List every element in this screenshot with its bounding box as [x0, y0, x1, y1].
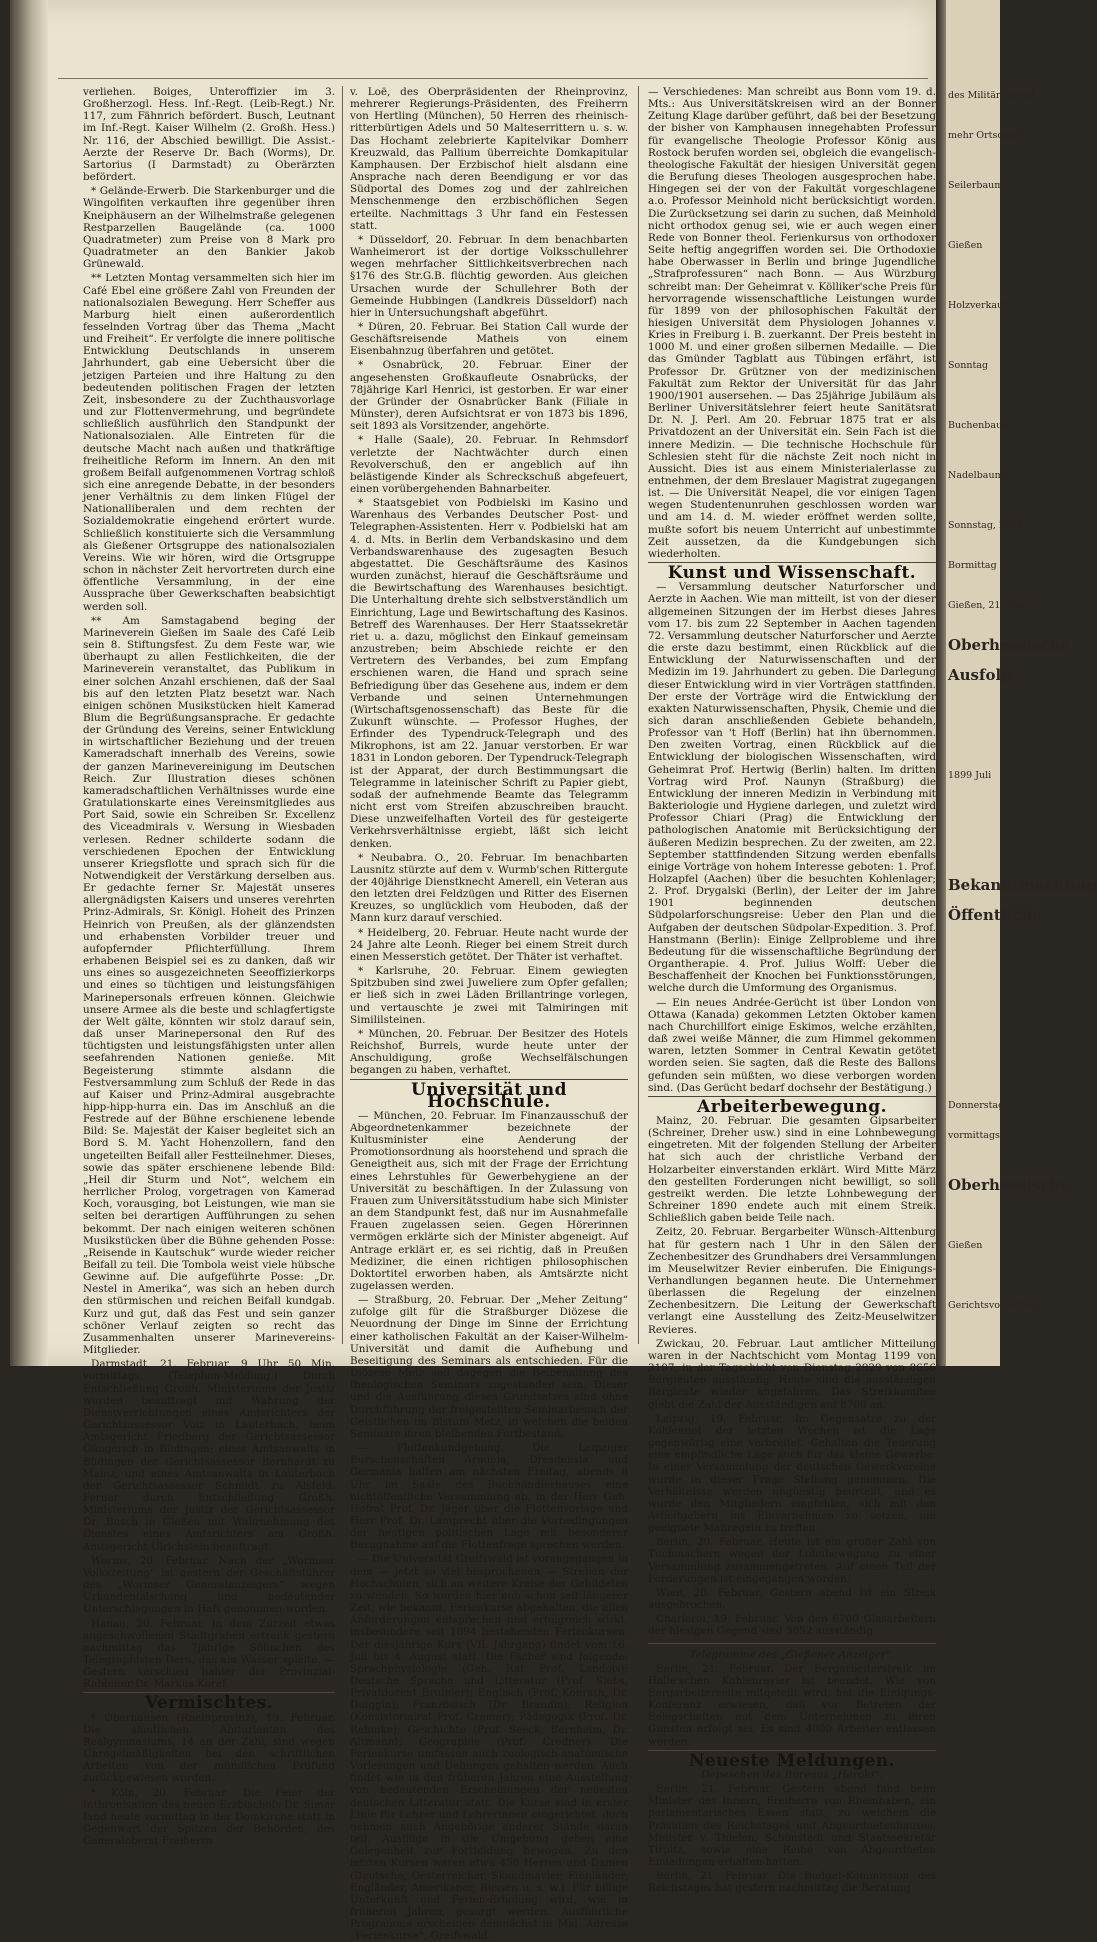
article-worms: Worms, 20. Februar. Nach der „Wormser Volkszeitung“ ist gestern der Geschäftsführer des „Wormser Generalanzeigers“ wegen Urkundenfälschung und bedeutender Unterschlagungen in Haft genommen worden. — [83, 1554, 335, 1616]
article-duesseldorf: * Düsseldorf, 20. Februar. In dem benachbarten Wanheimerort ist der dortige Volksschullehrer wegen mehrfacher Sittlichkeitsverbrechen nach §176 des Str.G.B. flüchtig geworden. Aus gleichen Ursachen wurde der Schullehrer Both der Gemeinde Hubbingen (Landkreis Düsseldorf) nach hier in Untersuchungshaft abgeführt. — [350, 233, 628, 319]
edge-fragment: 1899 Juli — [948, 770, 992, 781]
article-gelaende-erwerb: * Gelände-Erwerb. Die Starkenburger und die Wingolfiten verkauften ihre gegenüber ihren Kneiphäusern an der Wilhelmstraße gelegenen Restparzellen Baugelände (ca. 1000 Quadratmeter) zum Preise von 8 Mark pro Quadratmeter an den Bankier Jakob Grünewald. — [83, 185, 335, 271]
edge-fragment: Gerichtsvollzieher — [948, 1300, 1037, 1311]
article-dueren: * Düren, 20. Februar. Bei Station Call wurde der Geschäftsreisende Matheis von einem Eisenbahnzug überfahren und getötet. — [350, 320, 628, 358]
article-andree: — Ein neues Andrée-Gerücht ist über London von Ottawa (Kanada) gekommen Letzten Oktober kamen nach Churchillfort einige Eskimos, welche erzählten, daß zwei weiße Männer, die zum Himmel gekommen waren, letzten Sommer in Central Kewatin getötet worden seien. Sie sagten, daß die Reste des Ballons gefunden sein müßten, wo diese verborgen worden sind. (Das Gerücht bedarf dochsehr der Bestätigung.) — [648, 996, 936, 1094]
article-koeln-cont: v. Loë, des Oberpräsidenten der Rheinprovinz, mehrerer Regierungs-Präsidenten, des Freiherrn von Hertling (München), 50 Herren des rheinisch-ritterbürtigen Adels und 50 Malteserrittern u. s. w. Das Hochamt zelebrierte Kapitelvikar Domherr Kreuzwald, das Pallium überreichte Domkapitular Kamphausen. Der Erzbischof hielt alsdann eine Ansprache nach deren Beendigung er vor das Südportal des Domes zog und der zahlreichen Menschenmenge den erzbischöflichen Segen erteilte. Nachmittags 3 Uhr fand ein Festessen statt. — [350, 86, 628, 232]
edge-fragment: Gießen — [948, 1240, 983, 1251]
edge-fragment: Oberhessische — [948, 1176, 1071, 1194]
edge-fragment: Seilerbaum — [948, 180, 1004, 191]
edge-fragment: Sonntag — [948, 360, 989, 371]
edge-fragment: Bormittag — [948, 560, 997, 571]
article-zwickau: Zwickau, 20. Februar. Laut amtlicher Mitteilung waren in der Nachtschicht vom Montag 1199 von 3107, in der Tagschicht von Dienstag 2929 von 8656 Bergleuten ausständig. Heute sind die ausständigen Bergleute wieder angefahren. Das Streikkomitee giebt die Zahl der Ausständigen auf 8700 an. — [648, 1337, 936, 1411]
article-telegram-berlin: Berlin, 21. Februar. Der Bergarbeiterstreik im Halle'schen Kohlenrevier ist beendet. Wie von Bergarbeiterseite mitgeteilt wird, hat die Einigungs-Konferenz erwiesen, daß vor Betreten der Belegschaften mit dem Unternehmen zu ihren Gunsten erfolgt sei. Es sind 4000 Arbeiter entlassen worden. — [648, 1662, 936, 1748]
section-heading-universitaet: Universität und Hochschule. — [350, 1079, 628, 1108]
article-uni-muenchen: — München, 20. Februar. Im Finanzausschuß der Abgeordnetenkammer bezeichnete der Kultusminister eine Aenderung der Promotionsordnung als hoorstehend und sprach die Geneigtheit aus, sich mit der Frage der Errichtung eines Lehrstuhles für Gewerbehygiene an der Universität zu beschäftigen. In der Zulassung von Frauen zum Universitätsstudium habe sich Minister an dem Standpunkt fest, daß nur im Ausnahmefalle Frauen zugelassen seien. Gegen Hörerinnen vermögen erklärte sich der Minister abgeneigt. Auf Antrage erklärt er, es sei richtig, daß in Preußen Mediziner, die einen richtigen philosophischen Doktortitel erworben haben, als Amtsärzte nicht zugelassen werden. — [350, 1109, 628, 1292]
article-heidelberg: * Heidelberg, 20. Februar. Heute nacht wurde der 24 Jahre alte Leonh. Rieger bei einem Streit durch einen Messerstich getötet. Der Thäter ist verhaftet. — [350, 926, 628, 963]
column-3 — [648, 86, 936, 1895]
article-muenchen: * München, 20. Februar. Der Besitzer des Hotels Reichshof, Burrels, wurde heute unter der Anschuldigung, große Wechselfälschungen begangen zu haben, verhaftet. — [350, 1027, 628, 1077]
article-darmstadt-telephon: Darmstadt, 21. Februar, 9 Uhr 50 Min. vormittags. (Telephon-Meldung.) Durch Entschließung Großh. Ministeriums der Justiz wurden beauftragt mit Wahrung der Dienstverrichtungen eines Amtsrichters der Gerichtsassessor Volz in Lauterbach, beim Amtsgericht Friedberg der Gerichtsassessor Güngerich in Büdingen; eines Amtsanwalts in Büdingen der Gerichtsassessor Bernhardt zu Mainz, und eines Amtsanwalts in Lauterbach der Gerichtsassessor Schmidt zu Alsfeld. Ferner durch Entschließung Großh. Ministeriums der Justiz der Gerichtsassessor Dr. Busch in Gießen mit Wahrnehmung des Dienstes eines Amtsrichters am Großh. Amtsgericht Ulrichstein beauftragt. — [83, 1358, 335, 1553]
telegram-subheading: Telegramme des „Gießener Anzeiger“. — [689, 1648, 895, 1661]
edge-fragment: Holzverkauf — [948, 300, 1007, 311]
column-divider — [342, 86, 343, 1344]
section-heading-kunst: Kunst und Wissenschaft. — [648, 562, 936, 579]
adjacent-page-edge — [936, 0, 1097, 1366]
depeschen-subheading: Depeschen des Bureaus „Herold“. — [701, 1768, 883, 1781]
edge-fragment: Buchenbaum — [948, 420, 1012, 431]
newspaper-page — [10, 0, 936, 1942]
article-hanau: Hanau, 20. Februar. In dem Zurzeit etwas angeschwollenen Stadtgraben ertrank gestern nachmittag das 7jährige Söhnchen des Telegraphisten Dern, das am Wasser spielte. — Gestern verschied hahier der Provinzial-Rabbiner Dr. Markus Koref. — [83, 1617, 335, 1691]
edge-fragment: Bekanntmachung — [948, 876, 1097, 894]
article-lausnitz: * Neubabra. O., 20. Februar. Im benachbarten Lausnitz stürzte auf dem v. Wurmb'schen Rittergute der 40jährige Dienstknecht Amerell, ein Veteran aus den letzten drei Feldzügen und Ritter des Eisernen Kreuzes, so unglücklich vom Heuboden, daß der Mann kurz darauf verschied. — [350, 851, 628, 925]
article-nationalsozial: ** Letzten Montag versammelten sich hier im Café Ebel eine größere Zahl von Freunden der nationalsozialen Bewegung. Herr Scheffer aus Marburg hielt einen außerordentlich fesselnden Vortrag über das Thema „Macht und Freiheit“. Er verfolgte die innere politische Entwicklung Deutschlands in unserem Jahrhundert, gab eine Uebersicht über die jetzigen Parteien und ihre Haltung zu den bedeutenden politischen Fragen der letzten Zeit, insbesondere zu der Zuchthausvorlage und zur Flottenvermehrung, und begründete schließlich ausführlich den Standpunkt der Nationalsozialen. Alle Eintreten für die deutsche Macht nach außen und thatkräftige freiheitliche Reform im Innern. An den mit großem Beifall aufgenommenen Vortrag schloß sich eine anregende Debatte, in der besonders jener Verhältnis zu dem linken Flügel der Nationalliberalen und dem rechten der Sozialdemokratie eingehend erörtert wurde. Schließlich konstituierte sich die Versammlung als Gießener Ortsgruppe des nationalsozialen Vereins. Wie wir hören, wird die Ortsgruppe schon in nächster Zeit hervortreten durch eine öffentliche Versammlung, in der eine Aussprache über Gewerkschaften beabsichtigt werden soll. — [83, 272, 335, 613]
edge-fragment: Donnerstag, 1 — [948, 1100, 1017, 1111]
section-heading-neueste: Neueste Meldungen. — [648, 1750, 936, 1767]
article-oberhausen: * Oberhausen (Rheinprovinz), 19. Februar. Die sämtlichen Abiturienten des Realgymnasiums, 14 an der Zahl, sind wegen Unregelmäßigkeiten bei den schriftlichen Arbeiten von der mündlichen Prüfung zurückgewiesen worden. — [83, 1711, 335, 1785]
article-berlin-budget: Berlin, 21. Februar. Die Budget-Kommission des Reichstages hat gestern nachmittag die Beratung — [648, 1870, 936, 1895]
edge-fragment: Gießen, 21. Febr. — [948, 600, 1031, 611]
article-berlin-tuch: Berlin, 20. Februar. Heute ist ein großer Zahl von Tuchmachern wegen der Lohnbewegung zu einer Versammlung zusammengetreten. Auf einen Teil der Forderungen ist eingegangen worden. — [648, 1536, 936, 1585]
article-osnabrueck: * Osnabrück, 20. Februar. Einer der angesehensten Großkaufleute Osnabrücks, der 78jährige Karl Henrici, ist gestorben. Er war einer der Gründer der Osnabrücker Bank (Filiale in Münster), deren Aufsichtsrat er von 1873 bis 1896, seit 1893 als Vorsitzender, angehörte. — [350, 359, 628, 433]
article-wien: Wien, 20. Februar. Gestern abend ist ein Streik ausgebrochen. — [648, 1586, 936, 1612]
article-marineverein: ** Am Samstagabend beging der Marineverein Gießen im Saale des Café Leib sein 8. Stiftungsfest. Zu dem Feste war, wie überhaupt zu allen Festlichkeiten, die der Marineverein veranstaltet, das Publikum in einer solchen Anzahl erschienen, daß der Saal bis auf den letzten Platz besetzt war. Nach einigen schönen Musikstücken hielt Kamerad Blum die Begrüßungsansprache. Er gedachte der Gründung des Vereins, seiner Entwicklung in wirtschaftlicher Beziehung und der treuen Kameradschaft innerhalb des Vereins, sowie der ganzen Marinevereinigung im Deutschen Reich. Zur Illustration dieses schönen kameradschaftlichen Verhältnisses wurde eine Gratulationskarte eines Vereinsmitgliedes aus Port Said, sowie ein Schreiben Sr. Excellenz des Viceadmirals v. Wersung in Wiesbaden verlesen. Redner schilderte sodann die verschiedenen Epochen der Entwicklung unserer Kriegsflotte und sprach sich für die Notwendigkeit der Verstärkung derselben aus. Er gedachte ferner Sr. Majestät unseres allergnädigsten Kaisers und unseres verehrten Prinz-Admirals, Sr. Königl. Hoheit des Prinzen Heinrich von Preußen, als der glänzendsten und erhabensten Vorbilder treuer und aufopfernder Pflichterfüllung. Ihrem erhabenen Beispiel sei es zu danken, daß wir uns eines so ausgezeichneten Seeoffizierkorps und eines so tüchtigen und leistungsfähigen Marinepersonals erfreuen können. Gleichwie unsere Armee als die beste und schlagfertigste der Welt gälte, könnten wir stolz darauf sein, daß unser Marinepersonal den Ruf des tüchtigsten und leistungsfähigsten unter allen seefahrenden Nationen genieße. Mit Begeisterung stimmte alsdann die Festversammlung zum Schluß der Rede in das auf Kaiser und Prinz-Admiral ausgebrachte hipp-hipp-hurra ein. Das im Anschluß an die Festrede auf der Bühne erschienene lebende Bild: Se. Majestät der Kaiser begleitet sich an Bord S. M. Yacht Hohenzollern, fand den ungeteilten Beifall aller Festteilnehmer. Dieses, sowie das später erschienene lebende Bild: „Heil dir Sturm und Not“, welchem ein herrlicher Prolog, vorgetragen von Kamerad Koch, vorausging, bot Leistungen, wie man sie selten bei derartigen Aufführungen zu sehen bekommt. Der nach einigen weiteren schönen Musikstücken über die Bühne gehenden Posse: „Reisende in Kautschuk“ wurde wieder reicher Beifall zu teil. Die Tombola weist viele hübsche Gewinne auf. Die aufgeführte Posse: „Dr. Nestel in Amerika“, was sich an heben durch den stürmischen und reichen Beifall kundgab. Kurz und gut, daß das Fest und sein ganzer schöner Verlauf zeigten so recht das Zusammenhalten unserer Marinevereins-Mitglieder. — [83, 614, 335, 1357]
article-charleroi: Charleroi, 19. Februar. Von den 6700 Glasarbeitern der hiesigen Gegend sind 3052 ausständig. — [648, 1613, 936, 1638]
column-2 — [350, 86, 628, 1942]
article-karlsruhe: * Karlsruhe, 20. Februar. Einem gewiegten Spitzbuben sind zwei Juweliere zum Opfer gefallen; er ließ sich in zwei Läden Brillantringe vorlegen, und vertauschte je zwei mit Talmiringen mit Simililsteinen. — [350, 965, 628, 1026]
article-uni-greifswald: — Die Universität Greifswald ist vorangegangen in dem — jetzt so viel besprochenen — Streben der Hochschulen, sich an weitere Kreise der Gebildeten zu wenden. So werden hier nun schon seit längerer Zeit, wie bekannt, Ferienkurse abgehalten, die allen Anforderungen entsprechen und erfolgreich wirkt, insbesondere seit 1894 bestehenden Ferienkursen. Der diesjährige Kurs (VII. Jahrgang) findet vom 16. Juli bis 4. August statt. Die Fächer sind folgende: Sprachphysiologie (Geh. Rat Prof. Landois); Deutsche Sprache und Litteratur (Prof. Siebs, Privatdozent Bruinier); Englisch (Prof. Konrath, Dr. Duiggin); Französisch (Dr. Brandin); Religion (Konsistorialrat Prof. Cremer); Pädagogik (Prof. Dr. Rehmke); Geschichte (Prof. Seeck, Bernheim, Dr. Altmann); Geographie (Prof. Credner). Die Ferienkurse umfassen auch zoologisch-anatomische Vorlesungen und Uebungen gehalten werden. Auch findet wie in den früheren Jahren eine Ausstellung von bedeutenden Erscheinungen der neuesten deutschen Litteratur statt. Die Kurse sind in erster Linie für Lehrer und Lehrerinnen eingerichtet, doch nehmen auch Angehörige anderer Stände daran teil. Ausflüge in die Umgebung geben eine Gelegenheit zur Fortbildung bewogen. Zu den letzten Kursen waren etwa 450 Herren und Damen (Deutsche, Oesterreicher, Skandinavier, Finnländer, Engländer, Amerikaner, Russen u. s. w.). Für billige Unterkunft und Ferien-Erholung wird, wie in früheren Jahren, gesorgt werden. Ausführliche Programme erscheinen demnächst in Mai. Adresse „Ferienkurse“, Greifswald. — [350, 1553, 628, 1942]
section-heading-arbeiterbewegung: Arbeiterbewegung. — [648, 1096, 936, 1113]
article-zeitz: Zeitz, 20. Februar. Bergarbeiter Wünsch-Alttenburg hat für gestern nach 1 Uhr in den Sälen der Zechenbesitzer des Grundhabers drei Versammlungen im Meuselwitzer Revier einberufen. Die Einigungs-Verhandlungen begannen heute. Die Unternehmer überlassen die Regelung der einzelnen Zechenbesitzern. Die Leitung der Gewerkschaft verlangt eine Ausstellung des Zeitz-Meuselwitzer Revieres. — [648, 1226, 936, 1336]
article-koeln: * Köln, 20. Februar. Die Feier der Inthronisation des neuen Erzbischofs Dr. Simar fand heute vormittag in der Domkirche statt in Gegenwart der Spitzen der Behörden, des Generaloberst Freiherrn — [83, 1786, 335, 1848]
article-naturforscher: — Versammlung deutscher Naturforscher und Aerzte in Aachen. Wie man mitteilt, ist von der dieser allgemeinen Sitzungen der im Herbst dieses Jahres vom 17. bis zum 22 September in Aachen tagenden 72. Versammlung deutscher Naturforscher und Aerzte die erste dazu bestimmt, einen Rückblick auf die Entwicklung der Naturwissenschaften und der Medizin im 19. Jahrhundert zu geben. Die Darlegung dieser Entwicklung wird in vier Vorträgen stattfinden. Der erste der Vorträge wird die Entwicklung der exakten Naturwissenschaften, Physik, Chemie und die sich daran anschließenden Gebiete behandeln, Professor van 't Hoff (Berlin) hat ihn übernommen. Den zweiten Vortrag, einen Rückblick auf die Entwicklung der biologischen Wissenschaften, wird Geheimrat Prof. Hertwig (Berlin) halten. Im dritten Vortrag wird Prof. Naunyn (Straßburg) die Entwicklung der inneren Medizin in Verbindung mit Bakteriologie und Hygiene darlegen, und zuletzt wird Professor Chiari (Prag) die Entwicklung der pathologischen Anatomie mit Berücksichtigung der äußeren Medizin besprechen. Zu der zweiten, am 22. September stattfindenden Sitzung werden ebenfalls einige Vorträge von hohem Interesse geboten: 1. Prof. Holzapfel (Aachen) über die besuchten Kohlenlager; 2. Prof. Drygalski (Berlin), der Leiter der im Jahre 1901 beginnenden deutschen Südpolarforschungsreise: Ueber den Plan und die Aufgaben der deutschen Südpolar-Expedition. 3. Prof. Hanstmann (Berlin): Einige Zellprobleme und ihre Bedeutung für die wissenschaftliche Begründung der Organtherapie. 4. Prof. Julius Wolff: Ueber die Beschaffenheit der Knochen bei Funktionsstörungen, welche durch die Umformung des Organismus. — [648, 581, 936, 995]
section-heading-vermischtes: Vermischtes. — [83, 1692, 335, 1709]
article-mainz: Mainz, 20. Februar. Die gesamten Gipsarbeiter (Schreiner, Dreher usw.) sind in eine Lohnbewegung eingetreten. Mit der folgenden Stellung der Arbeiter hat sich auch der christliche Verband der Holzarbeiter einverstanden erklärt. Wird Mitte März den gestellten Forderungen nicht bewilligt, so soll gestreikt werden. Die letzte Lohnbewegung der Schreiner 1890 endete auch mit einem Streik. Schließlich gaben beide Teile nach. — [648, 1114, 936, 1225]
edge-fragment: Öffentliche — [948, 906, 1042, 924]
divider — [648, 1643, 936, 1644]
edge-fragment: Sonnstag, 25. F — [948, 520, 1024, 531]
article-podbielski: * Staatsgebiet von Podbielski im Kasino und Warenhaus des Verbandes Deutscher Post- und Telegraphen-Assistenten. Herr v. Podbielski hat am 4. d. Mts. in Berlin dem Verbandskasino und dem Verbandswarenhause des zugesagten Besuch abgestattet. Die Geschäftsräume des Kasinos wurden zunächst, hierauf die Geschäftsräume und die Bewirtschaftung des Warenhauses besichtigt. Die Unterhaltung drehte sich selbstverständlich um Einrichtung, Lage und Bewirtschaftung des Kasinos. Betreff des Warenhauses. Der Herr Staatssekretär riet u. a. dazu, möglichst den Einkauf gemeinsam anzustreben; beim Abschiede reichte er den Vertretern des Verbandes, bei zum Empfang erschienen waren, die Hand und sprach seine Befriedigung über das Gesehene aus, indem er dem Verbande und seinen Unternehmungen (Wirtschaftsgenossenschaft) das Beste für die Zukunft wünschte. — Professor Hughes, der Erfinder des Typendruck-Telegraph und des Mikrophons, ist am 22. Januar verstorben. Er war 1831 in London geboren. Der Typendruck-Telegraph ist der Apparat, der durch Bestimmungsart die Telegramme in lateinischer Schrift zu Papier giebt, sodaß der aufnehmende Beamte das Telegramm nicht erst vom Streifen abzuschreiben braucht. Diese unzweifelhaften Vorteil des für gesteigerte Verkehrsverhältnisse ergiebt, läßt sich leicht denken. — [350, 497, 628, 850]
top-rule — [58, 78, 928, 79]
column-1 — [83, 86, 335, 1848]
column-divider — [638, 86, 639, 1344]
page-fold-shadow — [936, 0, 946, 1366]
article-halle: * Halle (Saale), 20. Februar. In Rehmsdorf verletzte der Nachtwächter durch einen Revolverschuß, den er angeblich auf ihn belästigende Kinder als Schreckschuß abgefeuert, einen vorübergehenden Bahnarbeiter. — [350, 434, 628, 495]
edge-fragment: Ausfolg — [948, 666, 1012, 684]
article-berlin-essen: Berlin, 21. Februar. Gestern abend fand beim Minister des Innern, Freiherrn von Rheinbaben, ein parlamentarisches Essen statt, zu welchem die Präsidien des Reichstages und Abgeordnetenhauses, Minister v. Thielen, Schönstedt und Staatssekretär Tirpitz, sowie eine Reihe von Abgeordneten Einladungen erhalten hatten. — [648, 1783, 936, 1869]
edge-fragment: Oberhessische — [948, 636, 1071, 654]
article-flottenkundgebung: — Flottenkundgebung. Die Leipziger Burschenschaften Arminia, Dresdensia und Germania halten am nächsten Freitag, abends 8 Uhr im Saale des Buchhändlerhauses eine nichtöffentliche Versammlung ab, in der Herr Geh. Hofrat Prof. Dr. Jäger über die Flottenvorlage und Herr Prof. Dr. Lamprecht über die Vorbedingungen der heutigen politischen Lage mit besonderer Bezugnahme auf die Flottenfrage sprechen werden. — [350, 1442, 628, 1552]
article-leipzig: Leipzig, 19. Februar. Im Gegensatze zu der Kohlennot der letzten Wochen ist die Lage gegenwärtig eine verbreitet. Gehalten die Teuerung eine empfindliche Lage auch für das kleine Gewerbe. In einer Versammlung der deutschen Gewerkvereine wurde in dieser Frage Stellung genommen. Die Verhältnisse werden ungünstig beurteilt, und es wurde den Mitgliedern empfohlen, sich mit den Arbeitgebern ins Einvernehmen zu setzen, um geeignete Maßregeln zu treffen. — [648, 1412, 936, 1535]
edge-fragment: mehr Ortschaft — [948, 130, 1022, 141]
article-verschiedenes: — Verschiedenes: Man schreibt aus Bonn vom 19. d. Mts.: Aus Universitätskreisen wird an der Bonner Zeitung Klage darüber geführt, daß bei der Besetzung der bisher von Kamphausen innegehabten Professur für evangelische Theologie Professor König aus Rostock berufen worden sei, obgleich die evangelisch-theologische Fakultät der hiesigen Universität gegen die Berufung dieses Theologen ausgesprochen habe. Hingegen sei der von der Fakultät vorgeschlagene a.o. Professor Meinhold nicht berücksichtigt worden. Die Zurücksetzung sei darin zu suchen, daß Meinhold nicht orthodox genug sei, wie er auch wegen einer Rede von Bonner theol. Ferienkursus von orthodoxer Seite heftig angegriffen worden sei. Die Orthodoxie habe Oberwasser in Berlin und bringe Jugendliche „Strafprofessuren“ nach Bonn. — Aus Würzburg schreibt man: Der Geheimrat v. Kölliker'sche Preis für hervorragende wissenschaftliche Leistungen wurde für 1899 von der philosophischen Fakultät der hiesigen Universität dem Physiologen Johannes v. Kries in Freiburg i. B. zuerkannt. Der Preis besteht in 1000 M. und einer großen silbernen Medaille. — Die das Gmünder Tagblatt aus Tübingen erfährt, ist Professor Dr. Grützner von der medizinischen Fakultät zum Rektor der Universität für das Jahr 1900/1901 ausersehen. — Das 25jährige Jubiläum als Berliner Universitätslehrer feiert heute Sanitätsrat Dr. N. J. Perl. Am 20. Februar 1875 trat er als Privatdozent an der Universität ein. Sein Fach ist die innere Medizin. — Die technische Hochschule für Schlesien steht für die nächste Zeit noch nicht in Aussicht. Dies ist aus einem Ministerialerlasse zu entnehmen, der dem Breslauer Magistrat zugegangen ist. — Die Universität Neapel, die vor einigen Tagen wegen Studentenunruhen geschlossen worden war und am 14. d. M. wieder eröffnet werden sollte, mußte sofort bis neuem Unterricht auf unbestimmte Zeit aussetzen, da die Kundgebungen sich wiederholten. — [648, 86, 936, 560]
article-uni-strassburg: — Straßburg, 20. Februar. Der „Meher Zeitung“ zufolge gilt für die Straßburger Diözese die Neuordnung der Dinge im Sinne der Errichtung einer katholischen Fakultät an der Kaiser-Wilhelm-Universität und damit die Aufhebung und Beseitigung des Seminars als entschieden. Für die Diözese Metz soll dagegen die Beibehaltung des theologischen Seminars zugestanden sein. Dieser und die Ausführung dieses Grundsatzes sind ohne Durchführung der freigestellten Seminarbesuch der Geistlichen im Bistum Metz, in welchen die beiden Seminare ihren bleibenden Fortbestand. — [350, 1294, 628, 1440]
binding-gutter — [10, 0, 48, 1366]
edge-fragment: des Militär-Dienst — [948, 90, 1035, 101]
edge-fragment: Gießen — [948, 240, 983, 251]
edge-fragment: Nadelbaum — [948, 470, 1004, 481]
edge-fragment: vormittags — [948, 1130, 1000, 1141]
article-promotions: verliehen. Boiges, Unteroffizier im 3. Großherzogl. Hess. Inf.-Regt. (Leib-Regt.) Nr. 117, zum Fähnrich befördert. Busch, Leutnant im Inf.-Regt. Kaiser Wilhelm (2. Großh. Hess.) Nr. 116, der Abschied bewilligt. Die Assist.-Aerzte der Reserve Dr. Bach (Worms), Dr. Sartorius (I Darmstadt) zu Oberärzten befördert. — [83, 86, 335, 184]
